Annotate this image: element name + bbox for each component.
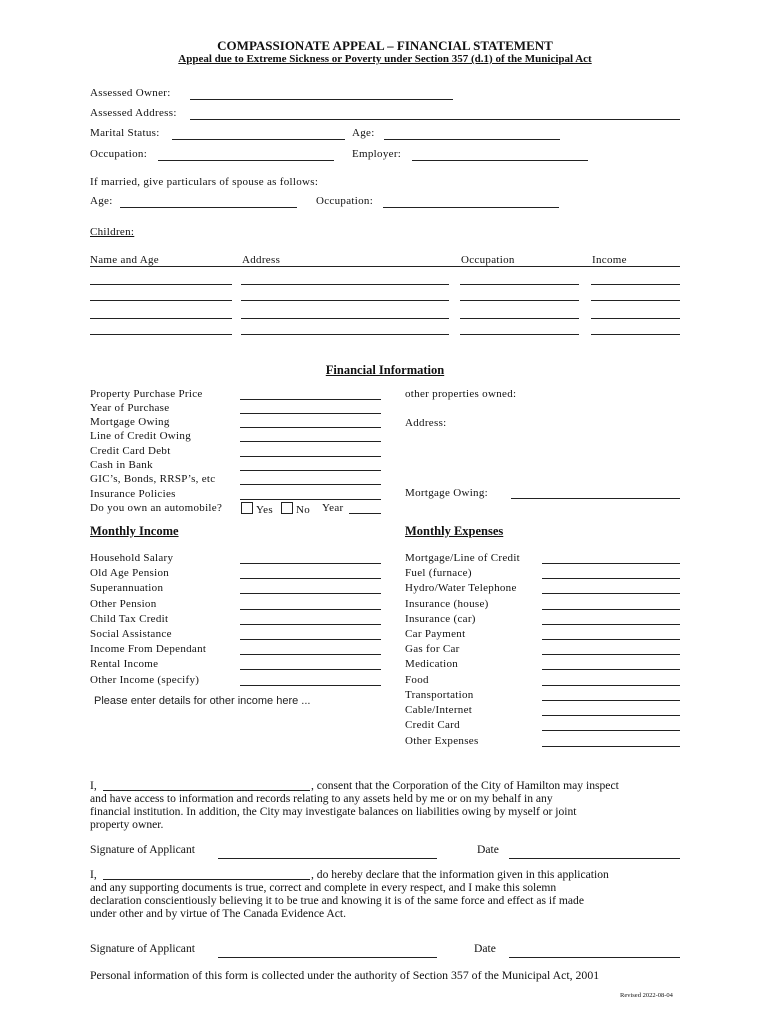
- privacy-notice: Personal information of this form is collected under the authority of Section 357 of the Municipal Act, 2001: [90, 968, 600, 982]
- child-2-income-field[interactable]: [591, 300, 680, 301]
- declaration-line-1: , do hereby declare that the information given in this application: [311, 868, 609, 881]
- medication-field[interactable]: [542, 669, 680, 670]
- consent-i: I,: [90, 779, 97, 792]
- age-field[interactable]: [384, 139, 560, 140]
- children-header-rule: [90, 266, 680, 267]
- other-expenses-field[interactable]: [542, 746, 680, 747]
- occupation-label: Occupation:: [90, 148, 148, 160]
- declaration-line-2: and any supporting documents is true, correct and complete in every respect, and I make this solemn: [90, 881, 557, 894]
- gics-bonds-field[interactable]: [240, 484, 381, 485]
- household-salary-field[interactable]: [240, 563, 381, 564]
- child-4-occupation-field[interactable]: [460, 334, 579, 335]
- child-3-name-field[interactable]: [90, 318, 232, 319]
- declaration-i: I,: [90, 868, 97, 881]
- expense-item-label: Cable/Internet: [405, 704, 473, 716]
- child-1-name-field[interactable]: [90, 284, 232, 285]
- income-item-label: Household Salary: [90, 552, 174, 564]
- assessed-address-label: Assessed Address:: [90, 107, 177, 119]
- fin-item-label: Credit Card Debt: [90, 445, 171, 457]
- marital-status-label: Marital Status:: [90, 127, 160, 139]
- gas-for-car-field[interactable]: [542, 654, 680, 655]
- other-mortgage-field[interactable]: [511, 498, 680, 499]
- consent-line-1: , consent that the Corporation of the City of Hamilton may inspect: [311, 779, 619, 792]
- no-checkbox[interactable]: [281, 502, 293, 514]
- fin-item-label: Property Purchase Price: [90, 388, 203, 400]
- child-4-income-field[interactable]: [591, 334, 680, 335]
- fuel-field[interactable]: [542, 578, 680, 579]
- declaration-line-4: under other and by virtue of The Canada Evidence Act.: [90, 907, 347, 920]
- old-age-pension-field[interactable]: [240, 578, 381, 579]
- expense-item-label: Gas for Car: [405, 643, 460, 655]
- automobile-year-label: Year: [322, 502, 344, 514]
- mortgage-owing-field[interactable]: [240, 427, 381, 428]
- child-2-occupation-field[interactable]: [460, 300, 579, 301]
- assessed-owner-label: Assessed Owner:: [90, 87, 171, 99]
- automobile-question: Do you own an automobile?: [90, 502, 223, 514]
- child-1-occupation-field[interactable]: [460, 284, 579, 285]
- children-col-occupation: Occupation: [461, 254, 515, 266]
- income-item-label: Superannuation: [90, 582, 164, 594]
- expense-item-label: Hydro/Water Telephone: [405, 582, 517, 594]
- spouse-age-label: Age:: [90, 195, 113, 207]
- spouse-age-field[interactable]: [120, 207, 297, 208]
- child-1-income-field[interactable]: [591, 284, 680, 285]
- employer-label: Employer:: [352, 148, 402, 160]
- automobile-yes[interactable]: [241, 502, 273, 516]
- declaration-name-field[interactable]: [103, 879, 310, 880]
- car-payment-field[interactable]: [542, 639, 680, 640]
- marital-status-field[interactable]: [172, 139, 345, 140]
- declaration-signature-field[interactable]: [218, 957, 437, 958]
- age-label: Age:: [352, 127, 375, 139]
- cash-in-bank-field[interactable]: [240, 470, 381, 471]
- yes-checkbox[interactable]: [241, 502, 253, 514]
- income-item-label: Income From Dependant: [90, 643, 207, 655]
- expense-item-label: Medication: [405, 658, 459, 670]
- children-heading: Children:: [90, 226, 135, 238]
- expense-item-label: Credit Card: [405, 719, 460, 731]
- other-properties-label: other properties owned:: [405, 388, 517, 400]
- expense-item-label: Other Expenses: [405, 735, 479, 747]
- line-of-credit-field[interactable]: [240, 441, 381, 442]
- occupation-field[interactable]: [158, 160, 334, 161]
- monthly-income-heading: Monthly Income: [90, 524, 179, 538]
- hydro-water-field[interactable]: [542, 593, 680, 594]
- child-tax-credit-field[interactable]: [240, 624, 381, 625]
- fin-item-label: GIC’s, Bonds, RRSP’s, etc: [90, 473, 216, 485]
- child-3-occupation-field[interactable]: [460, 318, 579, 319]
- consent-signature-label: Signature of Applicant: [90, 843, 195, 856]
- consent-date-label: Date: [477, 843, 499, 856]
- monthly-expenses-heading: Monthly Expenses: [405, 524, 504, 538]
- yes-label: Yes: [256, 504, 273, 516]
- expense-item-label: Fuel (furnace): [405, 567, 472, 579]
- employer-field[interactable]: [412, 160, 588, 161]
- property-purchase-price-field[interactable]: [240, 399, 381, 400]
- consent-line-2: and have access to information and records relating to any assets held by me or on my behalf in any: [90, 792, 553, 805]
- expense-item-label: Food: [405, 674, 429, 686]
- fin-item-label: Insurance Policies: [90, 488, 176, 500]
- food-field[interactable]: [542, 685, 680, 686]
- expense-item-label: Insurance (car): [405, 613, 476, 625]
- other-mortgage-label: Mortgage Owing:: [405, 487, 489, 499]
- spouse-intro: If married, give particulars of spouse as follows:: [90, 176, 319, 188]
- fin-item-label: Line of Credit Owing: [90, 430, 192, 442]
- other-address-label: Address:: [405, 417, 447, 429]
- credit-card-debt-field[interactable]: [240, 456, 381, 457]
- credit-card-field[interactable]: [542, 730, 680, 731]
- social-assistance-field[interactable]: [240, 639, 381, 640]
- fin-item-label: Mortgage Owing: [90, 416, 170, 428]
- no-label: No: [296, 504, 311, 516]
- income-item-label: Other Pension: [90, 598, 157, 610]
- rental-income-field[interactable]: [240, 669, 381, 670]
- financial-heading: Financial Information: [325, 363, 445, 377]
- expense-item-label: Insurance (house): [405, 598, 489, 610]
- income-item-label: Rental Income: [90, 658, 159, 670]
- spouse-occupation-field[interactable]: [383, 207, 559, 208]
- fin-item-label: Cash in Bank: [90, 459, 153, 471]
- superannuation-field[interactable]: [240, 593, 381, 594]
- mortgage-expense-field[interactable]: [542, 563, 680, 564]
- insurance-policies-field[interactable]: [240, 499, 381, 500]
- fin-item-label: Year of Purchase: [90, 402, 170, 414]
- expense-item-label: Transportation: [405, 689, 474, 701]
- child-1-address-field[interactable]: [241, 284, 449, 285]
- automobile-no[interactable]: [281, 502, 310, 516]
- consent-date-field[interactable]: [509, 858, 680, 859]
- children-col-address: Address: [242, 254, 281, 266]
- automobile-year-field[interactable]: [349, 513, 381, 514]
- income-item-label: Old Age Pension: [90, 567, 170, 579]
- consent-line-4: property owner.: [90, 818, 164, 831]
- expense-item-label: Mortgage/Line of Credit: [405, 552, 521, 564]
- transportation-field[interactable]: [542, 700, 680, 701]
- declaration-line-3: declaration conscientiously believing it to be true and knowing it is of the same force and effect as if made: [90, 894, 584, 907]
- consent-name-field[interactable]: [103, 790, 310, 791]
- other-income-field[interactable]: [240, 685, 381, 686]
- consent-line-3: financial institution. In addition, the City may investigate balances on liabilities owing by myself or joint: [90, 805, 577, 818]
- cable-internet-field[interactable]: [542, 715, 680, 716]
- declaration-signature-label: Signature of Applicant: [90, 942, 195, 955]
- revised-date: Revised 2022-08-04: [620, 992, 673, 999]
- child-2-address-field[interactable]: [241, 300, 449, 301]
- page-title: COMPASSIONATE APPEAL – FINANCIAL STATEMENT: [217, 38, 553, 53]
- income-item-label: Child Tax Credit: [90, 613, 169, 625]
- year-of-purchase-field[interactable]: [240, 413, 381, 414]
- insurance-car-field[interactable]: [542, 624, 680, 625]
- declaration-date-label: Date: [474, 942, 496, 955]
- income-from-dependant-field[interactable]: [240, 654, 381, 655]
- children-col-income: Income: [592, 254, 627, 266]
- other-income-details-input[interactable]: Please enter details for other income here ...: [94, 695, 311, 707]
- income-item-label: Social Assistance: [90, 628, 172, 640]
- child-3-address-field[interactable]: [241, 318, 449, 319]
- consent-signature-field[interactable]: [218, 858, 437, 859]
- child-4-name-field[interactable]: [90, 334, 232, 335]
- child-4-address-field[interactable]: [241, 334, 449, 335]
- child-3-income-field[interactable]: [591, 318, 680, 319]
- assessed-address-field[interactable]: [190, 119, 680, 120]
- spouse-occupation-label: Occupation:: [316, 195, 374, 207]
- child-2-name-field[interactable]: [90, 300, 232, 301]
- assessed-owner-field[interactable]: [190, 99, 453, 100]
- expense-item-label: Car Payment: [405, 628, 466, 640]
- other-pension-field[interactable]: [240, 609, 381, 610]
- declaration-date-field[interactable]: [509, 957, 680, 958]
- income-item-label: Other Income (specify): [90, 674, 200, 686]
- insurance-house-field[interactable]: [542, 609, 680, 610]
- page-subtitle: Appeal due to Extreme Sickness or Poverty under Section 357 (d.1) of the Municipal Act: [178, 53, 592, 65]
- children-col-name: Name and Age: [90, 254, 159, 266]
